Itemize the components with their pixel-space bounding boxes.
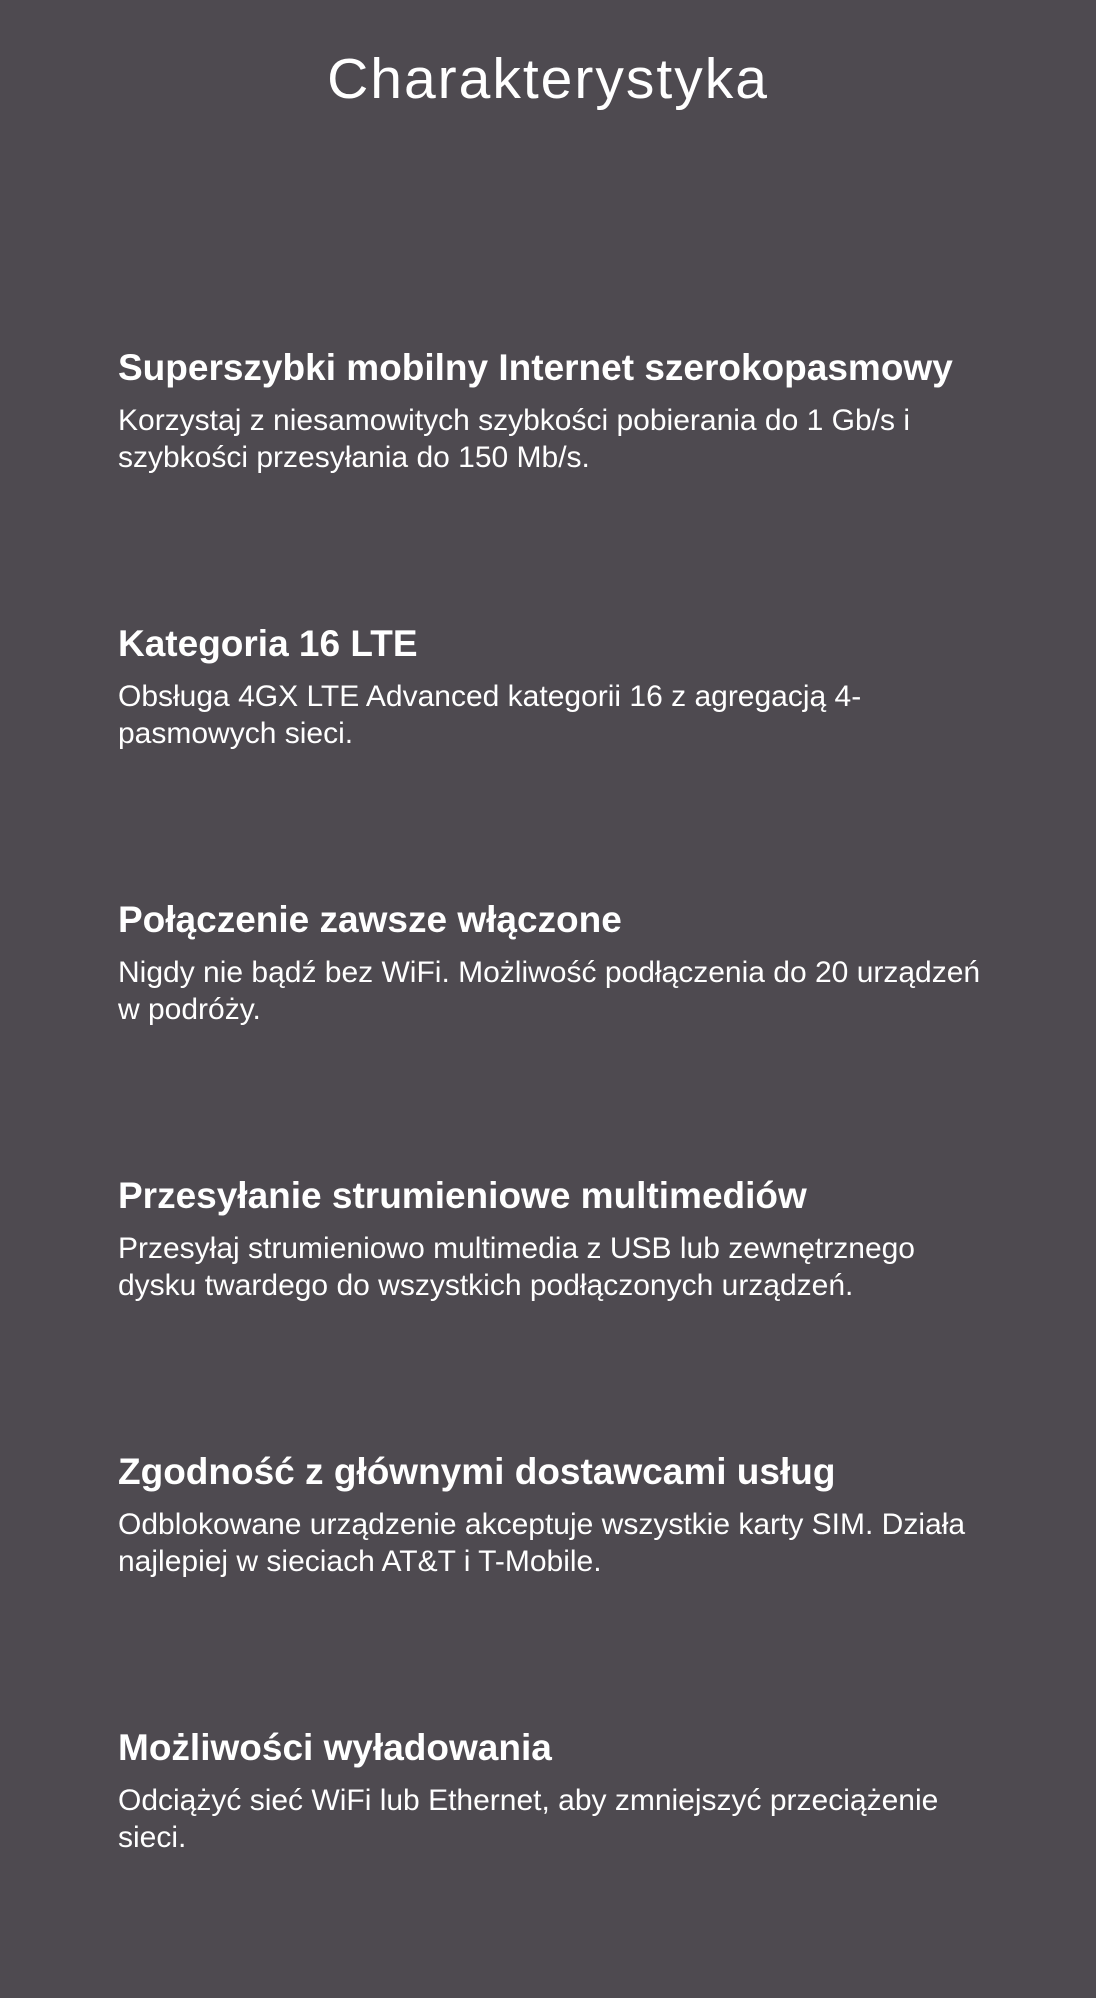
feature-heading: Połączenie zawsze włączone	[118, 899, 622, 940]
feature-item-lte-category	[118, 618, 998, 894]
feature-heading: Przesyłanie strumieniowe multimediów	[118, 1175, 807, 1216]
feature-description: Odblokowane urządzenie akceptuje wszystkie karty SIM. Działa najlepiej w sieciach AT&T i T-Mobile.	[118, 1508, 966, 1578]
feature-description: Korzystaj z niesamowitych szybkości pobierania do 1 Gb/s i szybkości przesyłania do 150 Mb/s.	[118, 404, 911, 474]
feature-item-broadband	[118, 342, 998, 618]
feature-item-always-on	[118, 894, 998, 1170]
feature-description: Przesyłaj strumieniowo multimedia z USB lub zewnętrznego dysku twardego do wszystkich podłączonych urządzeń.	[118, 1232, 915, 1302]
feature-heading: Superszybki mobilny Internet szerokopasmowy	[118, 347, 953, 388]
feature-description: Odciążyć sieć WiFi lub Ethernet, aby zmniejszyć przeciążenie sieci.	[118, 1784, 939, 1854]
feature-heading: Kategoria 16 LTE	[118, 623, 418, 664]
feature-item-media-streaming	[118, 1170, 998, 1446]
page-title: Charakterystyka	[327, 47, 769, 111]
feature-description: Nigdy nie bądź bez WiFi. Możliwość podłączenia do 20 urządzeń w podróży.	[118, 956, 981, 1026]
features-list	[118, 342, 998, 1998]
feature-heading: Możliwości wyładowania	[118, 1727, 552, 1768]
feature-description: Obsługa 4GX LTE Advanced kategorii 16 z agregacją 4-pasmowych sieci.	[118, 680, 862, 750]
feature-item-carrier-compatibility	[118, 1446, 998, 1722]
feature-heading: Zgodność z głównymi dostawcami usług	[118, 1451, 836, 1492]
